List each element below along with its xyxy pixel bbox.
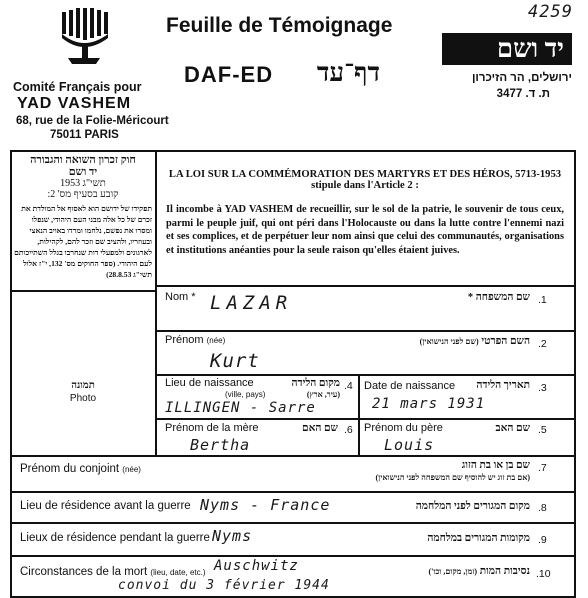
field-residence-avant-value[interactable]: Nyms - France	[200, 496, 331, 514]
field-lieu-naissance-value[interactable]: ILLINGEN - Sarre	[165, 400, 316, 416]
field-prenom-pere-label: Prénom du père	[364, 422, 443, 434]
prenom-label-note: (née)	[206, 336, 226, 345]
field-mort-label	[20, 566, 206, 578]
field-residence-pendant-number: .9	[538, 534, 547, 546]
mort-label-note: (lieu, date, etc.)	[150, 568, 206, 577]
row3-mid-divider	[358, 374, 360, 418]
conjoint-label-text: Prénom du conjoint	[20, 463, 120, 475]
heb-law-clause: קובע בסעיף מס' 2:	[47, 189, 119, 200]
yad-vashem-logo-text: יד ושם	[496, 34, 564, 63]
mort-heb-note: (זמן, מקום, וכו')	[428, 567, 478, 576]
field-residence-avant-hebrew: מקום המגורים לפני המלחמה	[415, 501, 530, 512]
field-nom-value[interactable]: LAZAR	[210, 292, 293, 314]
heb-law-yad: יד ושם	[68, 166, 98, 178]
prenom-heb-note: (שם לפני הנישואין)	[419, 337, 479, 346]
row4-bottom-line	[10, 455, 576, 457]
prenom-label-text: Prénom	[165, 334, 204, 346]
corner-number: 4259	[528, 2, 573, 22]
field-date-naissance-number: .3	[538, 382, 547, 394]
field-residence-avant-number: .8	[538, 502, 547, 514]
heb-law-year: תשי"ג 1953	[60, 178, 106, 189]
law-bottom-line	[155, 285, 576, 287]
field-nom-label: Nom *	[165, 291, 196, 303]
fr-law-title: LA LOI SUR LA COMMÉMORATION DES MARTYRS ET DES HÉROS, 5713-1953	[168, 169, 562, 180]
field-date-naissance-label: Date de naissance	[364, 380, 456, 392]
field-prenom-mere-label: Prénom de la mère	[165, 422, 259, 434]
field-residence-pendant-label: Lieux de résidence pendant la guerre	[20, 532, 210, 544]
field-residence-pendant-hebrew: מקומות המגורים במלחמה	[427, 533, 530, 544]
row4-mid-divider	[358, 418, 360, 455]
mort-label-text: Circonstances de la mort	[20, 566, 148, 578]
row1-bottom-line	[155, 330, 576, 332]
conjoint-label-note: (née)	[122, 465, 141, 474]
field-nom-number: .1	[538, 294, 547, 306]
field-lieu-naissance-hebrew	[280, 378, 340, 400]
field-prenom-mere-number: .6	[344, 424, 353, 436]
row6-bottom-line	[10, 522, 576, 524]
lieu-naissance-heb-note: (עיר, ארץ)	[306, 390, 340, 399]
field-prenom-value[interactable]: Kurt	[210, 350, 260, 372]
field-conjoint-hebrew	[300, 460, 530, 484]
row5-bottom-line	[10, 491, 576, 493]
field-prenom-label	[165, 334, 225, 346]
heb-law-body: תפקידו של ידושם הוא לאסוף אל המולדת את זכרם של כל אלה מבני העם היהודי, שנפלו ומסרו את נפשם, נלחמו ומרדו באויב הנאצי ובעוזריו, ולהציב שם וזכר להם, לקהילות, לארגונים ולמפעלי דות שנחרבו בגלל השתייכותם לעם היהודי. (ספר החוקים מס' 132, י"ז אלול תשי"ג 28.8.53)	[14, 204, 152, 279]
prenom-heb-text: השם הפרטי	[481, 336, 530, 347]
menorah-logo-icon	[58, 8, 110, 66]
committee-line2: YAD VASHEM	[17, 95, 132, 112]
field-residence-avant-label: Lieu de résidence avant la guerre	[20, 500, 191, 512]
field-prenom-pere-hebrew: שם האב	[495, 423, 530, 434]
po-box: ת. ד. 3477	[496, 88, 550, 100]
photo-label-hebrew: תמונה	[71, 380, 95, 391]
field-date-naissance-hebrew: תאריך הלידה	[476, 380, 530, 391]
field-prenom-number: .2	[538, 338, 547, 350]
heb-law-title: חוק זכרון השואה והגבורה	[30, 154, 136, 166]
daf-ed-latin: DAF-ED	[184, 62, 274, 87]
field-mort-value-line1[interactable]: Auschwitz	[214, 558, 299, 574]
field-prenom-hebrew	[330, 336, 530, 347]
field-residence-pendant-value[interactable]: Nyms	[212, 527, 253, 545]
field-date-naissance-value[interactable]: 21 mars 1931	[372, 396, 486, 412]
field-mort-value-line2[interactable]: convoi du 3 février 1944	[118, 578, 330, 593]
jerusalem-line: ירושלים, הר הזיכרון	[471, 72, 572, 84]
lieu-naissance-heb: מקום הלידה	[291, 378, 340, 389]
row2-bottom-line	[155, 374, 576, 376]
conjoint-heb-note: (אם בת זוג יש להוסיף שם המשפחה לפני הנישואין)	[375, 473, 530, 482]
field-nom-hebrew: שם המשפחה *	[467, 292, 530, 303]
field-lieu-naissance-label	[165, 378, 265, 400]
field-prenom-mere-hebrew: שם האם	[302, 423, 338, 434]
field-mort-hebrew	[370, 566, 530, 577]
lieu-naissance-text: Lieu de naissance	[165, 377, 254, 389]
field-prenom-mere-value[interactable]: Bertha	[190, 436, 251, 454]
address-line2: 75011 PARIS	[50, 129, 119, 141]
photo-area	[12, 292, 154, 454]
fr-law-body: Il incombe à YAD VASHEM de recueillir, sur le sol de la patrie, le souvenir de tous ceux, parmi le peuple juif, qui ont péri dans l'Holocauste ou dans la lutte contre l'ennemi nazi et ses complices, et de perpétuer leur nom ainsi que celui des communautés, organisations et institutions anéanties pour la seule raison qu'elles étaient juives.	[166, 204, 564, 256]
fr-law-subtitle: stipule dans l'Article 2 :	[311, 180, 419, 191]
field-prenom-pere-number: .5	[538, 424, 547, 436]
field-conjoint-label	[20, 463, 141, 475]
field-lieu-naissance-number: .4	[344, 380, 353, 392]
page-title: Feuille de Témoignage	[166, 14, 393, 37]
law-box-hebrew	[14, 154, 152, 280]
lieu-naissance-note: (ville, pays)	[225, 390, 266, 399]
field-conjoint-number: .7	[538, 462, 547, 474]
law-box-french	[160, 169, 570, 257]
yad-vashem-hebrew-logo	[442, 33, 572, 65]
daf-ed-hebrew: דף־עד	[316, 58, 380, 87]
row3-bottom-line	[155, 418, 576, 420]
field-mort-number: .10	[536, 568, 551, 580]
row7-bottom-line	[10, 555, 576, 557]
mort-heb-text: נסיבות המות	[479, 566, 530, 577]
committee-line1: Comité Français pour	[13, 80, 142, 94]
left-column-divider	[155, 150, 157, 455]
conjoint-heb-text: שם בן או בת הזוג	[461, 460, 530, 471]
photo-label-french: Photo	[69, 393, 97, 404]
address-line1: 68, rue de la Folie-Méricourt	[16, 115, 169, 127]
field-prenom-pere-value[interactable]: Louis	[384, 436, 435, 454]
